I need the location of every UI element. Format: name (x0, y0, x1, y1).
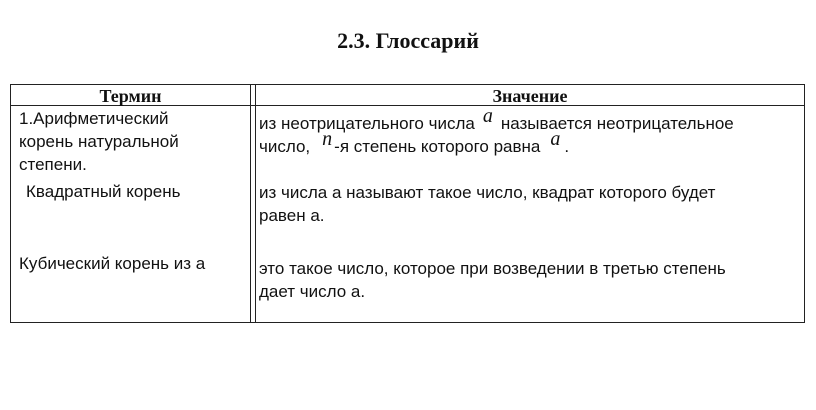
meaning-cube-root-line2: дает число а. (259, 282, 366, 301)
meaning-cube-root-line1: это такое число, которое при возведении в третью степень (259, 259, 726, 278)
glossary-table (10, 84, 805, 323)
meaning-arithmetic-root (259, 105, 734, 158)
term-square-root: Квадратный корень (26, 182, 181, 201)
term-arithmetic-root-line2: корень натуральной (19, 132, 179, 151)
term-arithmetic-root-line1: 1.Арифметический (19, 109, 169, 128)
meaning-cube-root (259, 257, 726, 303)
math-variable-n: n (322, 128, 333, 150)
meaning-text: -я степень которого равна (334, 137, 541, 156)
meaning-square-root-line2: равен а. (259, 206, 325, 225)
meaning-square-root (259, 181, 715, 227)
column-header-term: Термин (99, 86, 162, 106)
column-header-meaning: Значение (492, 86, 568, 106)
meaning-text: число, (259, 137, 311, 156)
page-title: 2.3. Глоссарий (337, 28, 479, 53)
meaning-arithmetic-root-line2 (259, 128, 734, 158)
meaning-text: из неотрицательного числа (259, 114, 475, 133)
term-arithmetic-root-line3: степени. (19, 155, 87, 174)
math-variable-a: a (550, 128, 561, 150)
column-divider (250, 85, 256, 322)
term-arithmetic-root (19, 107, 179, 176)
meaning-text: . (564, 137, 570, 156)
meaning-text: называется неотрицательное (500, 114, 734, 133)
math-variable-a: a (482, 105, 493, 127)
term-cube-root: Кубический корень из а (19, 254, 206, 273)
meaning-square-root-line1: из числа а называют такое число, квадрат которого будет (259, 183, 716, 202)
